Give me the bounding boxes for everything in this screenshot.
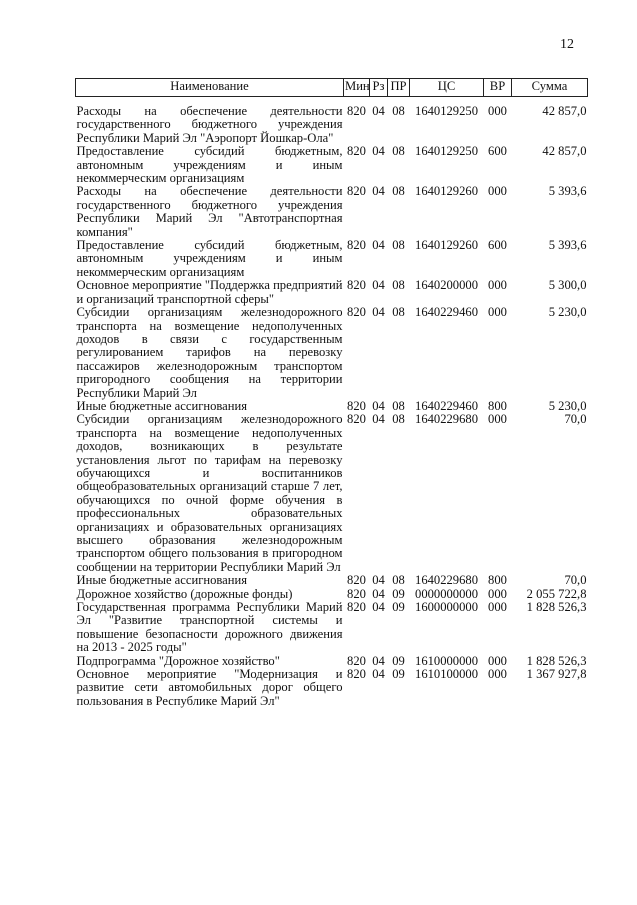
row-pr: 08 [392,184,405,199]
row-name: Подпрограмма "Дорожное хозяйство" [76,653,280,668]
table-row [76,306,588,400]
row-pr: 08 [392,104,405,118]
row-sum: 5 230,0 [548,398,587,413]
row-rz: 04 [372,573,385,588]
row-rz: 04 [372,586,385,601]
row-pr: 09 [392,600,405,615]
table-row [76,574,588,587]
table-row [76,97,588,146]
row-rz: 04 [372,278,385,293]
header-rz: Рз [370,79,388,97]
row-rz: 04 [372,238,385,253]
row-sum: 1 828 526,3 [526,653,587,668]
row-cs: 1640129250 [415,104,478,118]
row-min: 820 [347,573,366,588]
row-name: Иные бюджетные ассигнования [76,573,248,588]
row-name: Субсидии организациям железнодорожного транспорта на возмещение недополученных доходов в связи с государственным регулированием тарифов на перевозку пассажиров железнодорожным транспортом пригородного сообщения на территории Республики Марий Эл [76,305,343,400]
row-sum: 5 300,0 [548,278,587,293]
row-vr: 000 [488,653,507,668]
row-name: Предоставление субсидий бюджетным, автономным учреждениям и иным некоммерческим организациям [76,144,343,186]
row-name: Дорожное хозяйство (дорожные фонды) [76,586,293,601]
row-sum: 42 857,0 [542,104,587,118]
table-header [76,79,588,97]
row-vr: 600 [488,144,507,159]
row-rz: 04 [372,398,385,413]
row-name: Иные бюджетные ассигнования [76,398,248,413]
row-sum: 70,0 [564,573,587,588]
row-cs: 1640129250 [415,144,478,159]
table-row [76,668,588,708]
row-pr: 08 [392,278,405,293]
row-rz: 04 [372,104,385,118]
row-cs: 1640229680 [415,412,478,427]
table-body [76,97,588,709]
row-min: 820 [347,238,366,253]
row-cs: 1640200000 [415,278,478,293]
row-sum: 42 857,0 [542,144,587,159]
table-row [76,588,588,601]
row-sum: 2 055 722,8 [526,586,587,601]
row-rz: 04 [372,144,385,159]
row-rz: 04 [372,667,385,682]
row-rz: 04 [372,305,385,320]
row-cs: 1600000000 [415,600,478,615]
header-name: Наименование [76,79,344,97]
row-min: 820 [347,600,366,615]
row-vr: 000 [488,412,507,427]
row-min: 820 [347,144,366,159]
row-cs: 1640129260 [415,238,478,253]
row-vr: 000 [488,305,507,320]
row-pr: 09 [392,667,405,682]
table-row [76,601,588,655]
row-cs: 1610000000 [415,653,478,668]
header-row [76,79,588,97]
row-min: 820 [347,305,366,320]
row-sum: 1 367 927,8 [526,667,587,682]
row-rz: 04 [372,412,385,427]
header-sum: Сумма [512,79,588,97]
row-vr: 000 [488,104,507,118]
header-cs: ЦС [410,79,484,97]
table-row [76,279,588,306]
row-min: 820 [347,586,366,601]
table-row [76,400,588,413]
row-sum: 5 393,6 [548,184,587,199]
row-pr: 08 [392,412,405,427]
header-vr: ВР [484,79,512,97]
row-vr: 000 [488,586,507,601]
page-number: 12 [560,37,574,52]
row-name: Государственная программа Республики Марий Эл "Развитие транспортной системы и повышение безопасности дорожного движения на 2013 - 2025 годы" [76,600,343,655]
row-cs: 1610100000 [415,667,478,682]
row-vr: 800 [488,573,507,588]
row-rz: 04 [372,653,385,668]
header-min: Мин [344,79,370,97]
row-min: 820 [347,398,366,413]
row-sum: 5 230,0 [548,305,587,320]
row-cs: 1640229460 [415,305,478,320]
row-pr: 09 [392,653,405,668]
row-min: 820 [347,653,366,668]
row-name: Субсидии организациям железнодорожного транспорта на возмещение недополученных доходов, возникающих в результате установления льгот по тарифам на перевозку обучающихся и воспитанников общеобразовательных организаций старше 7 лет, обучающихся по очной форме обучения в профессиональных образовательных организациях и образовательных организациях высшего образования железнодорожным транспортом общего пользования в пригородном сообщении на территории Республики Марий Эл [76,412,343,574]
row-min: 820 [347,667,366,682]
row-pr: 09 [392,586,405,601]
row-pr: 08 [392,144,405,159]
row-cs: 1640129260 [415,184,478,199]
table-row [76,185,588,239]
budget-table [75,78,588,708]
table-row [76,655,588,668]
row-name: Расходы на обеспечение деятельности государственного бюджетного учреждения Республики Марий Эл "Аэропорт Йошкар-Ола" [76,104,343,145]
row-vr: 000 [488,667,507,682]
table-row [76,413,588,574]
header-pr: ПР [388,79,410,97]
row-pr: 08 [392,305,405,320]
row-sum: 70,0 [564,412,587,427]
row-vr: 800 [488,398,507,413]
row-name: Предоставление субсидий бюджетным, автономным учреждениям и иным некоммерческим организациям [76,238,343,279]
row-min: 820 [347,184,366,199]
row-name: Расходы на обеспечение деятельности государственного бюджетного учреждения Республики Марий Эл "Автотранспортная компания" [76,184,343,239]
row-pr: 08 [392,398,405,413]
row-vr: 000 [488,600,507,615]
row-cs: 1640229460 [415,398,478,413]
row-pr: 08 [392,238,405,253]
row-rz: 04 [372,184,385,199]
row-min: 820 [347,278,366,293]
row-sum: 1 828 526,3 [526,600,587,615]
row-cs: 0000000000 [415,586,478,601]
row-pr: 08 [392,573,405,588]
row-min: 820 [347,412,366,427]
table-row [76,239,588,279]
row-vr: 000 [488,184,507,199]
row-name: Основное мероприятие "Модернизация и развитие сети автомобильных дорог общего пользования в Республике Марий Эл" [76,667,343,708]
row-min: 820 [347,104,366,118]
row-vr: 600 [488,238,507,253]
row-rz: 04 [372,600,385,615]
row-cs: 1640229680 [415,573,478,588]
table-row [76,145,588,185]
row-vr: 000 [488,278,507,293]
row-sum: 5 393,6 [548,238,587,253]
row-name: Основное мероприятие "Поддержка предприятий и организаций транспортной сферы" [76,278,343,306]
